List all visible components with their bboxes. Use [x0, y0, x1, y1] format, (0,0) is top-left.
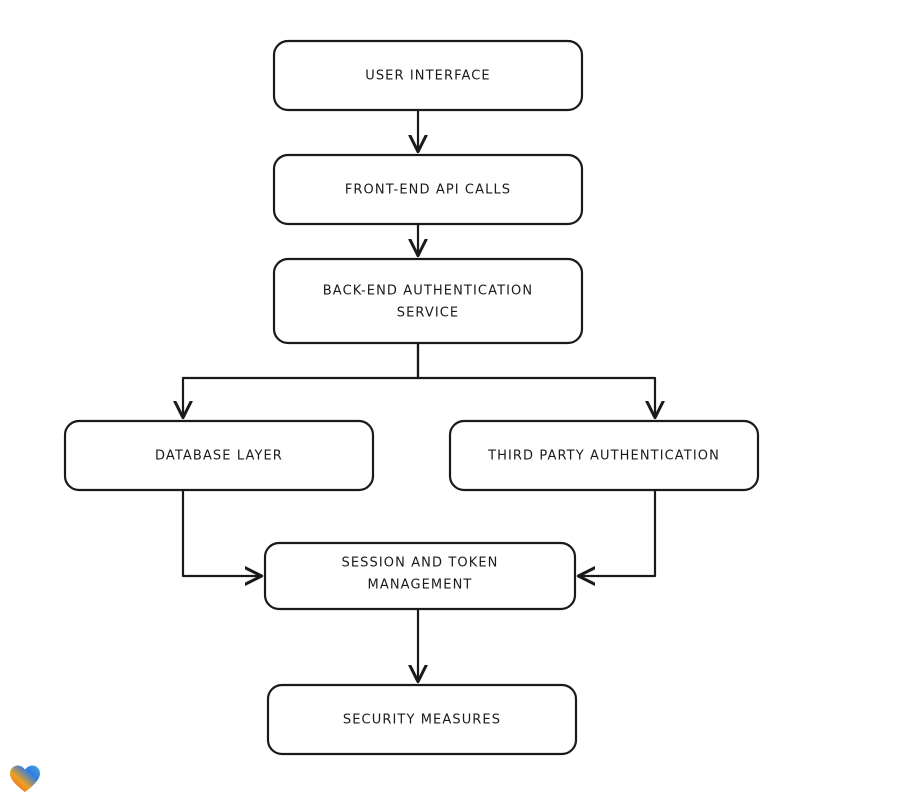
node-third-party-authentication[interactable]	[450, 421, 758, 490]
node-front-end-api-calls[interactable]	[274, 155, 582, 224]
node-back-end-authentication-service[interactable]	[274, 259, 582, 343]
node-database-layer-label: DATABASE LAYER	[155, 448, 283, 464]
heart-icon	[8, 762, 42, 796]
node-third-party-authentication-label: THIRD PARTY AUTHENTICATION	[488, 448, 720, 464]
node-security-measures[interactable]	[268, 685, 576, 754]
node-session-and-token-management-label-line1: SESSION AND TOKEN	[341, 555, 499, 571]
node-security-measures-label: SECURITY MEASURES	[342, 712, 502, 728]
edge-backend-to-thirdparty	[418, 343, 655, 416]
node-back-end-authentication-service-label-line2: SERVICE	[396, 305, 460, 321]
edge-backend-to-database	[183, 343, 418, 416]
node-session-and-token-management[interactable]	[265, 543, 575, 609]
node-back-end-authentication-service-label-line1: BACK-END AUTHENTICATION	[322, 283, 534, 299]
node-database-layer[interactable]	[65, 421, 373, 490]
node-user-interface-label: USER INTERFACE	[365, 68, 491, 84]
node-front-end-api-calls-label: FRONT-END API CALLS	[344, 182, 512, 198]
node-session-and-token-management-label-line2: MANAGEMENT	[367, 577, 473, 593]
edge-thirdparty-to-session	[580, 490, 655, 576]
node-user-interface[interactable]	[274, 41, 582, 110]
edge-database-to-session	[183, 490, 260, 576]
